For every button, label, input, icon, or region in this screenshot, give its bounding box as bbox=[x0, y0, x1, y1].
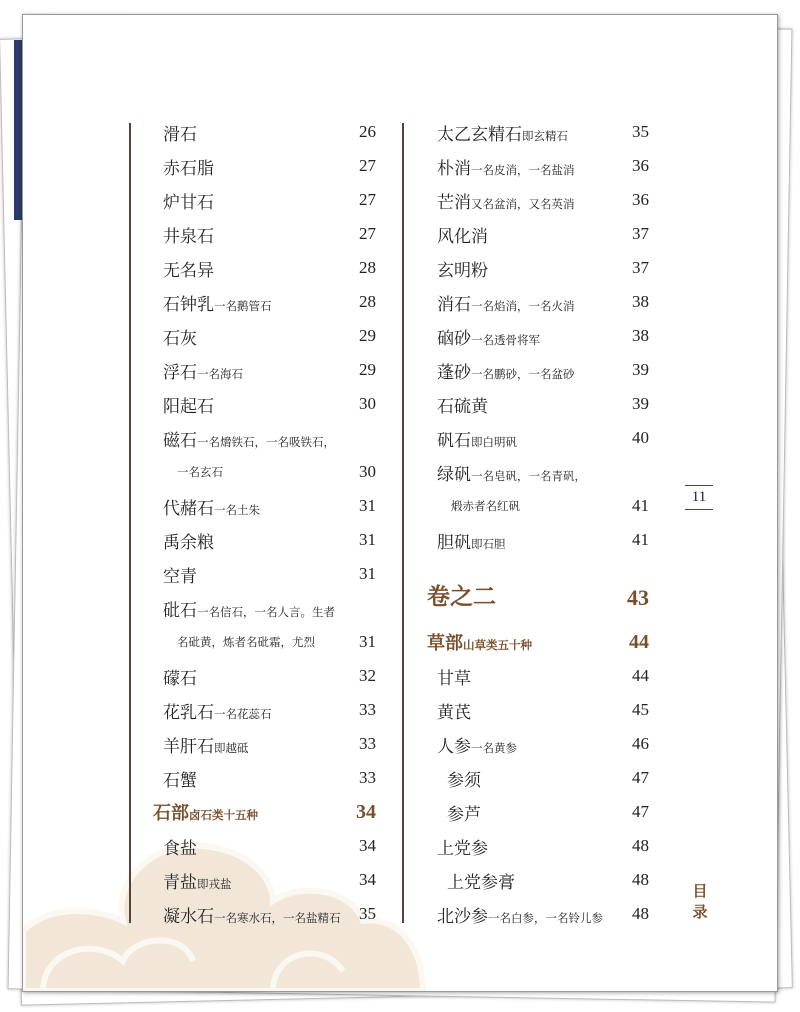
entry-title bbox=[163, 426, 335, 451]
entry-name: 石灰 bbox=[163, 328, 197, 349]
toc-entry[interactable] bbox=[163, 455, 376, 489]
entry-page-number: 39 bbox=[632, 360, 649, 379]
entry-page-number: 31 bbox=[359, 530, 376, 549]
toc-entry[interactable] bbox=[163, 115, 376, 149]
entry-name: 赤石脂 bbox=[163, 158, 214, 179]
entry-name: 礞石 bbox=[163, 668, 197, 689]
entry-name: 食盐 bbox=[163, 838, 197, 859]
right-column-rule bbox=[402, 123, 404, 923]
entry-page-number: 41 bbox=[632, 530, 649, 549]
entry-title bbox=[437, 188, 575, 213]
toc-entry[interactable] bbox=[163, 863, 376, 897]
toc-page bbox=[22, 14, 778, 992]
entry-alias: 一名海石 bbox=[197, 366, 243, 381]
entry-name: 蓬砂 bbox=[437, 362, 471, 383]
entry-name: 一名玄石 bbox=[177, 465, 223, 479]
entry-name: 滑石 bbox=[163, 124, 197, 145]
entry-page-number: 37 bbox=[632, 258, 649, 277]
entry-title bbox=[163, 464, 223, 480]
entry-title bbox=[437, 732, 517, 757]
toc-entry[interactable] bbox=[437, 455, 649, 489]
entry-page-number: 29 bbox=[359, 326, 376, 345]
entry-name: 凝水石 bbox=[163, 906, 214, 927]
entry-title bbox=[427, 578, 496, 611]
entry-title bbox=[437, 324, 540, 349]
entry-page-number: 48 bbox=[632, 836, 649, 855]
entry-page-number: 27 bbox=[359, 224, 376, 243]
entry-name: 参芦 bbox=[447, 804, 481, 825]
entry-page-number: 34 bbox=[356, 800, 376, 823]
entry-page-number: 33 bbox=[359, 768, 376, 787]
toc-entry[interactable] bbox=[163, 625, 376, 659]
left-column-rule bbox=[129, 123, 131, 923]
entry-name: 太乙玄精石 bbox=[437, 124, 522, 145]
entry-alias: 一名熁铁石，一名吸铁石， bbox=[197, 434, 335, 449]
entry-name: 禹余粮 bbox=[163, 532, 214, 553]
entry-title bbox=[437, 800, 481, 825]
entry-name: 卷之二 bbox=[427, 583, 496, 610]
entry-page-number: 46 bbox=[632, 734, 649, 753]
entry-alias: 一名透骨将军 bbox=[471, 332, 540, 347]
entry-page-number: 48 bbox=[632, 870, 649, 889]
entry-title bbox=[437, 498, 520, 514]
entry-title bbox=[437, 698, 471, 723]
entry-page-number: 27 bbox=[359, 156, 376, 175]
entry-name: 朴消 bbox=[437, 158, 471, 179]
entry-title bbox=[437, 256, 488, 281]
entry-name: 空青 bbox=[163, 566, 197, 587]
entry-title bbox=[163, 120, 197, 145]
toc-entry[interactable] bbox=[163, 897, 376, 931]
entry-title bbox=[163, 634, 315, 650]
toc-left-column bbox=[153, 115, 376, 931]
entry-name: 消石 bbox=[437, 294, 471, 315]
entry-page-number: 48 bbox=[632, 904, 649, 923]
toc-entry[interactable] bbox=[437, 829, 649, 863]
entry-page-number: 35 bbox=[359, 904, 376, 923]
toc-entry[interactable] bbox=[163, 591, 376, 625]
entry-page-number: 39 bbox=[632, 394, 649, 413]
toc-entry[interactable] bbox=[437, 795, 649, 829]
entry-name: 甘草 bbox=[437, 668, 471, 689]
entry-title bbox=[437, 868, 515, 893]
entry-alias: 山草类五十种 bbox=[463, 638, 532, 652]
entry-alias: 一名皂矾，一名青矾， bbox=[471, 468, 586, 483]
entry-title bbox=[437, 664, 471, 689]
toc-entry[interactable] bbox=[437, 761, 649, 795]
toc-entry[interactable] bbox=[163, 387, 376, 421]
entry-page-number: 38 bbox=[632, 326, 649, 345]
entry-alias: 又名盆消，又名英消 bbox=[471, 196, 575, 211]
entry-alias: 即白明矾 bbox=[471, 434, 517, 449]
entry-title bbox=[163, 188, 214, 213]
toc-entry[interactable] bbox=[163, 217, 376, 251]
entry-title bbox=[163, 562, 197, 587]
section-heading[interactable] bbox=[427, 625, 649, 659]
toc-entry[interactable] bbox=[437, 727, 649, 761]
entry-title bbox=[437, 528, 506, 553]
volume-heading[interactable] bbox=[427, 557, 649, 625]
toc-entry[interactable] bbox=[437, 285, 649, 319]
entry-title bbox=[437, 426, 517, 451]
page-number: 11 bbox=[685, 485, 713, 510]
entry-name: 玄明粉 bbox=[437, 260, 488, 281]
entry-page-number: 30 bbox=[359, 462, 376, 481]
entry-alias: 一名土朱 bbox=[214, 502, 260, 517]
entry-title bbox=[163, 834, 197, 859]
toc-entry[interactable] bbox=[163, 693, 376, 727]
entry-name: 绿矾 bbox=[437, 464, 471, 485]
toc-entry[interactable] bbox=[437, 319, 649, 353]
entry-page-number: 44 bbox=[632, 666, 649, 685]
entry-name: 人参 bbox=[437, 736, 471, 757]
toc-entry[interactable] bbox=[163, 251, 376, 285]
toc-entry[interactable] bbox=[437, 897, 649, 931]
entry-title bbox=[163, 256, 214, 281]
toc-entry[interactable] bbox=[163, 761, 376, 795]
entry-page-number: 31 bbox=[359, 564, 376, 583]
entry-page-number: 34 bbox=[359, 870, 376, 889]
toc-entry[interactable] bbox=[163, 285, 376, 319]
entry-name: 炉甘石 bbox=[163, 192, 214, 213]
entry-alias: 卤石类十五种 bbox=[189, 808, 258, 822]
entry-title bbox=[437, 120, 568, 145]
entry-page-number: 47 bbox=[632, 768, 649, 787]
toc-entry[interactable] bbox=[163, 523, 376, 557]
entry-name: 名砒黄，炼者名砒霜，尤烈 bbox=[177, 635, 315, 649]
entry-page-number: 38 bbox=[632, 292, 649, 311]
toc-right-column bbox=[427, 115, 649, 931]
entry-title bbox=[163, 290, 272, 315]
entry-title bbox=[437, 154, 575, 179]
toc-entry[interactable] bbox=[437, 421, 649, 455]
entry-name: 花乳石 bbox=[163, 702, 214, 723]
toc-entry[interactable] bbox=[437, 353, 649, 387]
entry-name: 羊肝石 bbox=[163, 736, 214, 757]
toc-entry[interactable] bbox=[437, 659, 649, 693]
entry-page-number: 43 bbox=[627, 585, 649, 610]
entry-title bbox=[437, 460, 586, 485]
entry-page-number: 26 bbox=[359, 122, 376, 141]
section-heading[interactable] bbox=[153, 795, 376, 829]
toc-entry[interactable] bbox=[437, 251, 649, 285]
entry-page-number: 34 bbox=[359, 836, 376, 855]
entry-title bbox=[163, 698, 272, 723]
entry-name: 代赭石 bbox=[163, 498, 214, 519]
entry-title bbox=[163, 902, 341, 927]
toc-entry[interactable] bbox=[437, 115, 649, 149]
entry-page-number: 29 bbox=[359, 360, 376, 379]
entry-alias: 一名黄参 bbox=[471, 740, 517, 755]
back-page-cover-edge bbox=[14, 40, 22, 220]
entry-title bbox=[163, 358, 243, 383]
entry-title bbox=[437, 392, 488, 417]
entry-title bbox=[437, 834, 488, 859]
toc-entry[interactable] bbox=[163, 421, 376, 455]
entry-title bbox=[163, 324, 197, 349]
entry-alias: 一名鹏砂，一名盆砂 bbox=[471, 366, 575, 381]
entry-title bbox=[427, 629, 532, 655]
entry-title bbox=[437, 766, 481, 791]
entry-name: 石蟹 bbox=[163, 770, 197, 791]
entry-alias: 一名寒水石，一名盐精石 bbox=[214, 910, 341, 925]
entry-name: 井泉石 bbox=[163, 226, 214, 247]
toc-entry[interactable] bbox=[437, 489, 649, 523]
entry-page-number: 47 bbox=[632, 802, 649, 821]
entry-name: 芒消 bbox=[437, 192, 471, 213]
entry-name: 矾石 bbox=[437, 430, 471, 451]
toc-entry[interactable] bbox=[163, 353, 376, 387]
entry-name: 参须 bbox=[447, 770, 481, 791]
entry-name: 阳起石 bbox=[163, 396, 214, 417]
entry-name: 上党参 bbox=[437, 838, 488, 859]
entry-name: 北沙参 bbox=[437, 906, 488, 927]
entry-title bbox=[163, 732, 249, 757]
entry-name: 黄芪 bbox=[437, 702, 471, 723]
entry-page-number: 31 bbox=[359, 496, 376, 515]
entry-name: 石硫黄 bbox=[437, 396, 488, 417]
entry-page-number: 44 bbox=[629, 630, 649, 653]
entry-title bbox=[163, 392, 214, 417]
entry-title bbox=[437, 222, 488, 247]
toc-entry[interactable] bbox=[437, 149, 649, 183]
entry-page-number: 27 bbox=[359, 190, 376, 209]
entry-name: 磁石 bbox=[163, 430, 197, 451]
entry-title bbox=[163, 222, 214, 247]
entry-alias: 即玄精石 bbox=[522, 128, 568, 143]
entry-page-number: 33 bbox=[359, 734, 376, 753]
entry-title bbox=[163, 154, 214, 179]
entry-alias: 即石胆 bbox=[471, 536, 506, 551]
entry-page-number: 31 bbox=[359, 632, 376, 651]
toc-entry[interactable] bbox=[437, 863, 649, 897]
toc-entry[interactable] bbox=[437, 523, 649, 557]
toc-entry[interactable] bbox=[163, 727, 376, 761]
entry-page-number: 36 bbox=[632, 190, 649, 209]
entry-alias: 一名皮消，一名盐消 bbox=[471, 162, 575, 177]
entry-title bbox=[437, 902, 603, 927]
entry-title bbox=[163, 766, 197, 791]
entry-name: 风化消 bbox=[437, 226, 488, 247]
entry-page-number: 30 bbox=[359, 394, 376, 413]
entry-title bbox=[163, 494, 260, 519]
entry-alias: 即越砥 bbox=[214, 740, 249, 755]
entry-name: 胆矾 bbox=[437, 532, 471, 553]
entry-name: 石钟乳 bbox=[163, 294, 214, 315]
entry-title bbox=[163, 528, 214, 553]
toc-entry[interactable] bbox=[163, 489, 376, 523]
toc-entry[interactable] bbox=[437, 217, 649, 251]
toc-entry[interactable] bbox=[163, 829, 376, 863]
entry-page-number: 28 bbox=[359, 292, 376, 311]
entry-alias: 一名白参，一名铃儿参 bbox=[488, 910, 603, 925]
entry-alias: 即戎盐 bbox=[197, 876, 232, 891]
entry-alias: 一名信石，一名人言。生者 bbox=[197, 604, 335, 619]
entry-name: 煅赤者名红矾 bbox=[451, 499, 520, 513]
entry-name: 砒石 bbox=[163, 600, 197, 621]
entry-page-number: 32 bbox=[359, 666, 376, 685]
entry-name: 石部 bbox=[153, 803, 189, 824]
entry-title bbox=[163, 596, 335, 621]
entry-page-number: 36 bbox=[632, 156, 649, 175]
entry-title bbox=[153, 799, 258, 825]
toc-entry[interactable] bbox=[163, 319, 376, 353]
entry-alias: 一名焰消，一名火消 bbox=[471, 298, 575, 313]
entry-title bbox=[437, 358, 575, 383]
entry-alias: 一名花蕊石 bbox=[214, 706, 272, 721]
entry-name: 硇砂 bbox=[437, 328, 471, 349]
entry-page-number: 37 bbox=[632, 224, 649, 243]
toc-entry[interactable] bbox=[163, 659, 376, 693]
entry-title bbox=[163, 664, 197, 689]
entry-page-number: 35 bbox=[632, 122, 649, 141]
section-label: 目录 bbox=[692, 882, 708, 921]
toc-entry[interactable] bbox=[163, 557, 376, 591]
entry-name: 青盐 bbox=[163, 872, 197, 893]
toc-entry[interactable] bbox=[437, 693, 649, 727]
toc-entry[interactable] bbox=[437, 387, 649, 421]
toc-entry[interactable] bbox=[163, 149, 376, 183]
entry-alias: 一名鹅管石 bbox=[214, 298, 272, 313]
entry-page-number: 33 bbox=[359, 700, 376, 719]
entry-name: 无名异 bbox=[163, 260, 214, 281]
entry-page-number: 41 bbox=[632, 496, 649, 515]
entry-name: 草部 bbox=[427, 633, 463, 654]
toc-entry[interactable] bbox=[437, 183, 649, 217]
entry-name: 上党参膏 bbox=[447, 872, 515, 893]
entry-page-number: 45 bbox=[632, 700, 649, 719]
entry-page-number: 40 bbox=[632, 428, 649, 447]
entry-name: 浮石 bbox=[163, 362, 197, 383]
toc-entry[interactable] bbox=[163, 183, 376, 217]
entry-title bbox=[163, 868, 232, 893]
entry-page-number: 28 bbox=[359, 258, 376, 277]
entry-title bbox=[437, 290, 575, 315]
